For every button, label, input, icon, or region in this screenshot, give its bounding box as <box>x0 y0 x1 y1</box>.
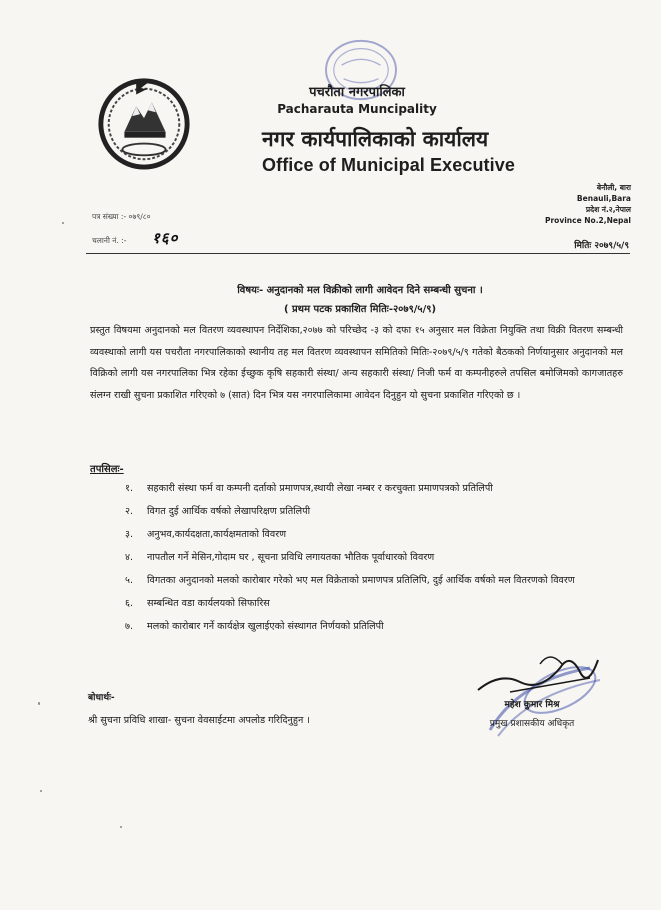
list-item <box>125 572 610 590</box>
list-item-text: विगतका अनुदानको मलको कारोबार गरेको भए मल विक्रेताको प्रमाणपत्र प्रतिलिपि, दुई आर्थिक वर्षको मल वितरणको विवरण <box>147 575 575 586</box>
list-item <box>125 480 610 498</box>
header-divider <box>86 253 630 254</box>
list-item-text: अनुभव,कार्यदक्षता,कार्यक्षमताको विवरण <box>147 529 287 540</box>
list-item <box>125 526 610 544</box>
office-address <box>545 182 631 226</box>
scan-speck <box>120 826 122 828</box>
address-line: बेनौली, बारा <box>596 183 631 192</box>
dispatch-number-label: चलानी नं. :- <box>92 236 127 245</box>
details-heading: तपसिलः- <box>90 464 124 475</box>
list-item-text: विगत दुई आर्थिक वर्षको लेखापरिक्षण प्रतिलिपी <box>147 506 311 517</box>
list-item-text: सम्बन्धित वडा कार्यलयको सिफारिस <box>147 598 270 609</box>
office-title-nepali: नगर कार्यपालिकाको कार्यालय <box>262 127 489 151</box>
list-item <box>125 618 610 636</box>
list-item-text: मलको कारोबार गर्ने कार्यक्षेत्र खुलाईएको संस्थागत निर्णयको प्रतिलिपी <box>147 621 384 632</box>
cc-heading: बोधार्थः- <box>88 693 115 703</box>
municipality-name-english: Pacharauta Muncipality <box>277 102 437 116</box>
letter-number-label: पत्र संख्या :- <box>92 212 127 221</box>
list-item <box>125 595 610 613</box>
signature-icon <box>470 642 610 702</box>
list-item-number: ३. <box>125 529 134 540</box>
list-item-number: ५. <box>125 575 134 586</box>
subject-line: विषयः- अनुदानको मल विक्रीको लागी आवेदन दिने सम्बन्धी सुचना । <box>237 285 483 296</box>
list-item-number: १. <box>125 483 134 494</box>
signatory-name: महेश कुमार मिश्र <box>504 700 560 710</box>
address-line: प्रदेश नं.२,नेपाल <box>585 205 631 214</box>
list-item-number: ४. <box>125 552 134 563</box>
scan-speck <box>40 790 42 792</box>
list-item <box>125 503 610 521</box>
cc-recipient: श्री सुचना प्रविधि शाखा- सुचना वेवसाईटमा अपलोड गरिदिनुहुन । <box>88 715 310 726</box>
list-item-text: सहकारी संस्था फर्म वा कम्पनी दर्ताको प्रमाणपत्र,स्थायी लेखा नम्बर र करचुक्ता प्रमाणपत्रको प्रतिलिपी <box>147 483 493 494</box>
municipality-name-nepali: पचरौता नगरपालिका <box>309 85 405 100</box>
list-item <box>125 549 610 567</box>
office-title-english: Office of Municipal Executive <box>262 155 515 175</box>
list-item-number: ७. <box>125 621 134 632</box>
letter-number <box>92 212 151 222</box>
list-item-number: ६. <box>125 598 134 609</box>
scan-speck <box>62 222 64 224</box>
letter-number-value: ०७९/८० <box>128 212 151 221</box>
list-item-text: नापतौल गर्ने मेसिन,गोदाम घर , सूचना प्रविधि लगायतका भौतिक पूर्वाधारको विवरण <box>147 552 435 563</box>
signatory-title: प्रमुख प्रशासकीय अधिकृत <box>489 719 575 729</box>
scan-speck <box>38 702 40 705</box>
address-line: Province No.2,Nepal <box>544 216 631 225</box>
details-list <box>125 480 610 641</box>
address-line: Benauli,Bara <box>576 194 631 203</box>
letter-date: मितिः २०७९/५/९ <box>574 241 629 251</box>
publication-date-line: ( प्रथम पटक प्रकाशित मितिः-२०७९/५/९) <box>283 304 437 315</box>
notice-body: प्रस्तुत विषयमा अनुदानको मल वितरण व्यवस्थापन निर्देशिका,२०७७ को परिच्छेद -३ को दफा १५ अनुसार मल विक्रेता नियुक्ति तथा विक्री वितरण सम्बन्धी व्यवस्थाको लागी यस पचरौता नगरपालिकाको स्थानीय तह मल वितरण व्यवस्थापन समितिको मितिः-२०७९/५/९ गतेको बैठकको निर्णयानुसार अनुदानको मल विक्रिको लागी यस नगरपालिका भित्र रहेका ईच्छुक कृषि सहकारी संस्था/ अन्य सहकारी संस्था/ निजी फर्म वा कम्पनीहरुले तपसिल बमोजिमको कागजातहरु संलग्न राखी सुचना प्रकाशित गरिएको ७ (सात) दिन भित्र यस नगरपालिकामा आवेदन दिनुहुन यो सुचना प्रकाशित गरिएको छ । <box>90 325 623 401</box>
list-item-number: २. <box>125 506 134 517</box>
dispatch-number-value: १६० <box>152 229 179 247</box>
municipal-seal-icon <box>95 72 193 172</box>
